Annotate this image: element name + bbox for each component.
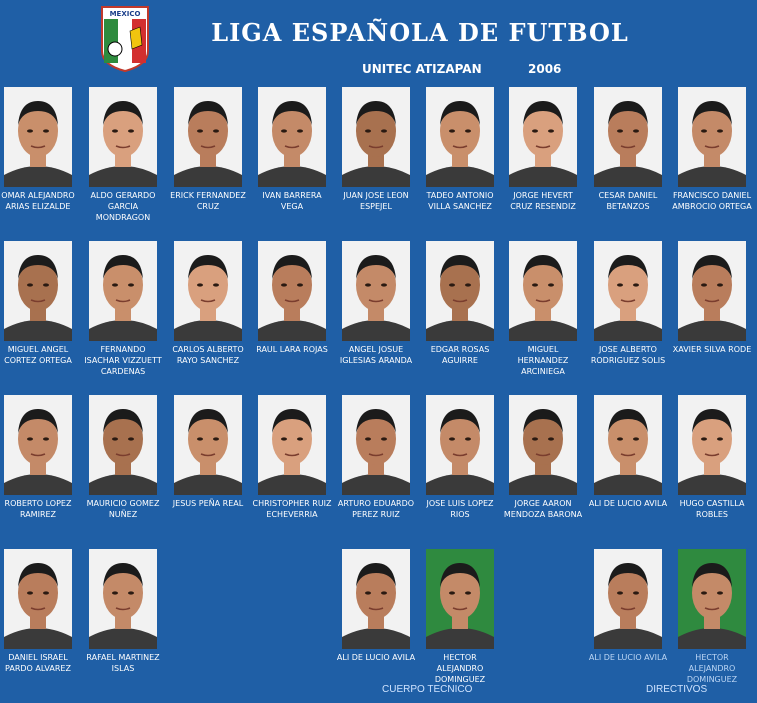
player-photo <box>258 395 326 495</box>
player-photo <box>678 395 746 495</box>
player-photo <box>509 395 577 495</box>
player-name: CHRISTOPHER RUIZ ECHEVERRIA <box>252 499 332 519</box>
player-name: MIGUEL HERNANDEZ ARCINIEGA <box>517 345 569 376</box>
player-card <box>335 241 417 366</box>
player-photo <box>174 241 242 341</box>
player-card <box>671 87 753 212</box>
player-photo <box>89 395 157 495</box>
player-photo <box>426 395 494 495</box>
player-photo <box>258 87 326 187</box>
player-name: RAUL LARA ROJAS <box>256 345 328 354</box>
player-card <box>671 241 753 355</box>
player-name: ERICK FERNANDEZ CRUZ <box>170 191 246 211</box>
player-photo <box>342 87 410 187</box>
player-name: JOSE LUIS LOPEZ RIOS <box>426 499 494 519</box>
player-name: EDGAR ROSAS AGUIRRE <box>430 345 490 365</box>
player-card <box>0 395 79 520</box>
player-name: CESAR DANIEL BETANZOS <box>598 191 658 211</box>
player-name: ALI DE LUCIO AVILA <box>588 499 668 508</box>
player-photo <box>594 549 662 649</box>
player-card <box>419 87 501 212</box>
player-card <box>502 241 584 377</box>
player-photo <box>89 549 157 649</box>
player-card <box>335 395 417 520</box>
cuerpo-tecnico-card <box>335 549 417 663</box>
player-card <box>502 87 584 212</box>
player-name: JESUS PEÑA REAL <box>172 499 244 508</box>
player-card <box>335 87 417 212</box>
player-name: XAVIER SILVA RODE <box>672 345 752 354</box>
player-photo <box>594 395 662 495</box>
player-name: DANIEL ISRAEL PARDO ALVAREZ <box>5 653 71 673</box>
player-card <box>82 87 164 223</box>
player-name: ALI DE LUCIO AVILA <box>588 653 668 662</box>
player-photo <box>426 87 494 187</box>
player-card <box>502 395 584 520</box>
cuerpo-tecnico-card <box>419 549 501 685</box>
player-card <box>587 395 669 509</box>
player-photo <box>509 87 577 187</box>
player-photo <box>89 241 157 341</box>
player-card <box>0 87 79 212</box>
player-card <box>671 395 753 520</box>
player-card <box>251 395 333 520</box>
player-photo <box>4 549 72 649</box>
player-card <box>167 87 249 212</box>
team-name: UNITEC ATIZAPAN <box>362 62 482 76</box>
player-name: JOSE ALBERTO RODRIGUEZ SOLIS <box>590 345 666 365</box>
player-photo <box>594 241 662 341</box>
player-name: MIGUEL ANGEL CORTEZ ORTEGA <box>4 345 72 365</box>
player-photo <box>4 395 72 495</box>
player-card <box>82 241 164 377</box>
mexico-crest-logo <box>100 5 150 73</box>
player-card <box>587 241 669 366</box>
player-card <box>251 87 333 212</box>
player-name: MAURICIO GOMEZ NUÑEZ <box>86 499 160 519</box>
player-name: HUGO CASTILLA ROBLES <box>679 499 745 519</box>
player-card <box>251 241 333 355</box>
player-photo <box>426 549 494 649</box>
player-name: HECTOR ALEJANDRO DOMINGUEZ <box>686 653 738 684</box>
cuerpo-tecnico-label: CUERPO TECNICO <box>382 684 473 695</box>
player-name: ANGEL JOSUE IGLESIAS ARANDA <box>339 345 413 365</box>
player-photo <box>4 241 72 341</box>
player-name: JUAN JOSE LEON ESPEJEL <box>343 191 409 211</box>
player-name: ARTURO EDUARDO PEREZ RUIZ <box>337 499 415 519</box>
season-year: 2006 <box>528 62 562 76</box>
directivos-label: DIRECTIVOS <box>646 684 708 695</box>
player-card <box>0 549 79 674</box>
player-photo <box>509 241 577 341</box>
player-card <box>587 87 669 212</box>
player-photo <box>4 87 72 187</box>
player-photo <box>174 87 242 187</box>
player-photo <box>342 395 410 495</box>
player-photo <box>342 241 410 341</box>
player-card <box>167 395 249 509</box>
player-name: IVAN BARRERA VEGA <box>262 191 322 211</box>
player-card <box>82 395 164 520</box>
directivo-card <box>587 549 669 663</box>
player-photo <box>678 549 746 649</box>
player-name: JORGE HEVERT CRUZ RESENDIZ <box>510 191 576 211</box>
player-photo <box>678 241 746 341</box>
player-photo <box>258 241 326 341</box>
player-card <box>0 241 79 366</box>
player-card <box>82 549 164 674</box>
player-name: ROBERTO LOPEZ RAMIREZ <box>4 499 72 519</box>
player-photo <box>342 549 410 649</box>
player-name: JORGE AARON MENDOZA BARONA <box>503 499 583 519</box>
page-title: LIGA ESPAÑOLA DE FUTBOL <box>211 18 629 47</box>
player-name: ALDO GERARDO GARCIA MONDRAGON <box>90 191 156 222</box>
player-name: CARLOS ALBERTO RAYO SANCHEZ <box>172 345 244 365</box>
player-card <box>419 395 501 520</box>
player-name: HECTOR ALEJANDRO DOMINGUEZ <box>434 653 486 684</box>
directivo-card <box>671 549 753 685</box>
player-card <box>419 241 501 366</box>
player-name: OMAR ALEJANDRO ARIAS ELIZALDE <box>1 191 75 211</box>
player-name: FRANCISCO DANIEL AMBROCIO ORTEGA <box>672 191 752 211</box>
svg-text:MEXICO: MEXICO <box>109 10 141 18</box>
player-photo <box>174 395 242 495</box>
player-name: FERNANDO ISACHAR VIZZUETT CARDENAS <box>84 345 162 376</box>
player-photo <box>426 241 494 341</box>
player-photo <box>678 87 746 187</box>
player-name: RAFAEL MARTINEZ ISLAS <box>86 653 160 673</box>
player-card <box>167 241 249 366</box>
player-photo <box>89 87 157 187</box>
player-photo <box>594 87 662 187</box>
player-name: TADEO ANTONIO VILLA SANCHEZ <box>426 191 494 211</box>
player-name: ALI DE LUCIO AVILA <box>336 653 416 662</box>
